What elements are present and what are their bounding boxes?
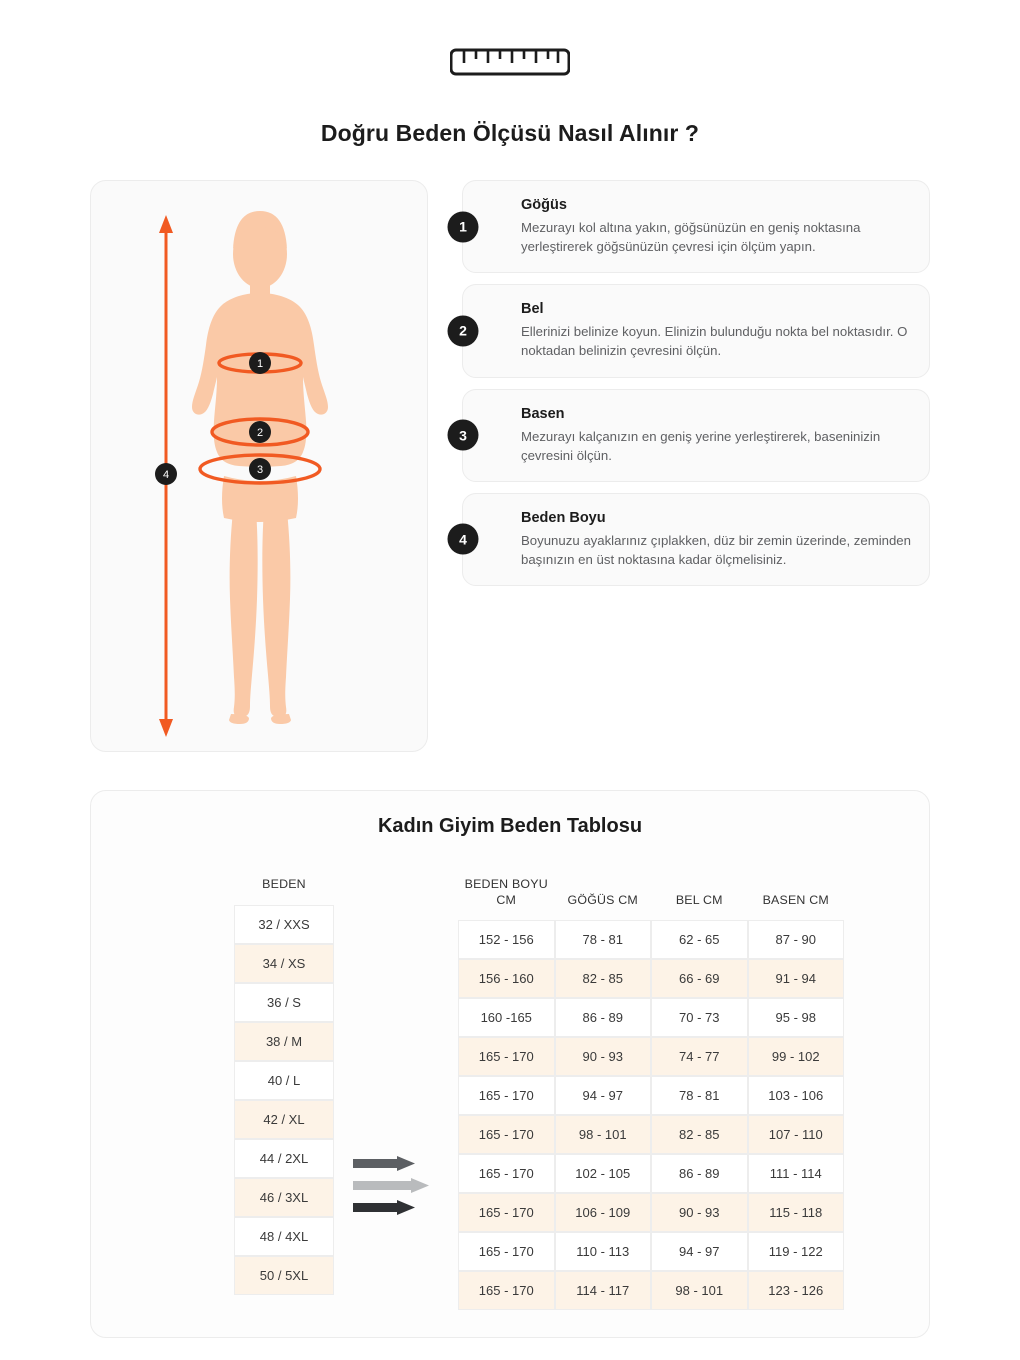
cell-bel: 82 - 85 <box>651 1115 748 1154</box>
cell-gogus: 110 - 113 <box>555 1232 652 1271</box>
table-row <box>234 944 334 983</box>
cell-bel: 90 - 93 <box>651 1193 748 1232</box>
table-row <box>458 1271 844 1310</box>
cell-basen: 107 - 110 <box>748 1115 845 1154</box>
ruler-icon-wrap <box>0 40 1020 84</box>
step-item-bel <box>459 284 930 377</box>
cell-bel: 62 - 65 <box>651 920 748 959</box>
step-text-3: Mezurayı kalçanızın en geniş yerine yerleştirerek, baseninizin çevresini ölçün. <box>521 428 881 463</box>
cell-bel: 66 - 69 <box>651 959 748 998</box>
female-body-silhouette <box>91 181 427 753</box>
step-badge-1: 1 <box>448 211 479 242</box>
cell-basen: 111 - 114 <box>748 1154 845 1193</box>
cell-beden-boyu: 165 - 170 <box>458 1193 555 1232</box>
cell-size: 36 / S <box>234 983 334 1022</box>
step-title-4: Beden Boyu <box>521 509 606 526</box>
step-title-2: Bel <box>521 301 544 318</box>
step-item-beden-boyu <box>459 493 930 586</box>
cell-size: 44 / 2XL <box>234 1139 334 1178</box>
svg-text:2: 2 <box>256 427 264 439</box>
table-row <box>458 1154 844 1193</box>
cell-basen: 87 - 90 <box>748 920 845 959</box>
table-row <box>234 1022 334 1061</box>
cell-gogus: 102 - 105 <box>555 1154 652 1193</box>
table-row <box>234 983 334 1022</box>
step-badge-3: 3 <box>448 420 479 451</box>
step-text-4: Boyunuzu ayaklarınız çıplakken, düz bir zemin üzerinde, zeminden başınızın en üst noktasına kadar ölçmelisiniz. <box>521 532 911 567</box>
cell-size: 34 / XS <box>234 944 334 983</box>
cell-size: 50 / 5XL <box>234 1256 334 1295</box>
cell-beden-boyu: 165 - 170 <box>458 1232 555 1271</box>
cell-gogus: 106 - 109 <box>555 1193 652 1232</box>
cell-size: 46 / 3XL <box>234 1178 334 1217</box>
cell-gogus: 94 - 97 <box>555 1076 652 1115</box>
svg-text:1: 1 <box>256 358 264 370</box>
table-row <box>458 1232 844 1271</box>
cell-basen: 91 - 94 <box>748 959 845 998</box>
step-item-basen <box>459 389 930 482</box>
step-text-2: Ellerinizi belinize koyun. Elinizin bulunduğu nokta bel noktasıdır. O noktadan belinizin çevresini ölçün. <box>521 324 908 359</box>
table-row <box>234 1178 334 1217</box>
cell-gogus: 114 - 117 <box>555 1271 652 1310</box>
table-row <box>458 1037 844 1076</box>
cell-beden-boyu: 156 - 160 <box>458 959 555 998</box>
size-table-card <box>90 790 930 1338</box>
cell-beden-boyu: 165 - 170 <box>458 1037 555 1076</box>
table-row <box>458 959 844 998</box>
ruler-icon <box>450 40 570 84</box>
cell-gogus: 90 - 93 <box>555 1037 652 1076</box>
table-row <box>234 1100 334 1139</box>
cell-beden-boyu: 165 - 170 <box>458 1076 555 1115</box>
cell-beden-boyu: 152 - 156 <box>458 920 555 959</box>
arrows-right-icon <box>353 1155 445 1219</box>
cell-gogus: 78 - 81 <box>555 920 652 959</box>
svg-text:4: 4 <box>162 469 170 481</box>
table-row <box>234 1061 334 1100</box>
cell-basen: 123 - 126 <box>748 1271 845 1310</box>
body-figure-card <box>90 180 428 752</box>
cell-bel: 94 - 97 <box>651 1232 748 1271</box>
col-header-bel: BEL CM <box>675 892 723 907</box>
size-values-table <box>458 873 844 1310</box>
table-header-row-left <box>234 873 334 905</box>
cell-beden-boyu: 165 - 170 <box>458 1271 555 1310</box>
table-row <box>234 905 334 944</box>
table-row <box>234 1217 334 1256</box>
cell-bel: 74 - 77 <box>651 1037 748 1076</box>
table-row <box>458 998 844 1037</box>
measurement-steps <box>459 180 930 597</box>
table-header-row-right <box>458 873 844 920</box>
step-title-1: Göğüs <box>521 197 567 213</box>
cell-basen: 99 - 102 <box>748 1037 845 1076</box>
cell-beden-boyu: 160 -165 <box>458 998 555 1037</box>
step-badge-2: 2 <box>448 315 479 346</box>
cell-basen: 119 - 122 <box>748 1232 845 1271</box>
step-title-3: Basen <box>521 405 565 422</box>
cell-basen: 95 - 98 <box>748 998 845 1037</box>
size-labels-table <box>234 873 334 1295</box>
cell-bel: 98 - 101 <box>651 1271 748 1310</box>
cell-gogus: 86 - 89 <box>555 998 652 1037</box>
table-row <box>458 1076 844 1115</box>
table-row <box>234 1256 334 1295</box>
page-title: Doğru Beden Ölçüsü Nasıl Alınır ? <box>320 120 700 146</box>
cell-size: 40 / L <box>234 1061 334 1100</box>
table-row <box>234 1139 334 1178</box>
table-row <box>458 1193 844 1232</box>
col-header-gogus: GÖĞÜS CM <box>567 892 638 907</box>
cell-basen: 115 - 118 <box>748 1193 845 1232</box>
cell-gogus: 98 - 101 <box>555 1115 652 1154</box>
cell-size: 38 / M <box>234 1022 334 1061</box>
size-table-title: Kadın Giyim Beden Tablosu <box>377 815 643 837</box>
cell-beden-boyu: 165 - 170 <box>458 1154 555 1193</box>
cell-bel: 70 - 73 <box>651 998 748 1037</box>
step-badge-4: 4 <box>448 524 479 555</box>
cell-beden-boyu: 165 - 170 <box>458 1115 555 1154</box>
col-header-beden-boyu: BEDEN BOYU CM <box>464 877 548 907</box>
cell-gogus: 82 - 85 <box>555 959 652 998</box>
cell-size: 42 / XL <box>234 1100 334 1139</box>
col-header-basen: BASEN CM <box>762 892 829 907</box>
cell-size: 48 / 4XL <box>234 1217 334 1256</box>
svg-text:3: 3 <box>256 464 264 476</box>
arrow-1 <box>353 1155 445 1219</box>
step-text-1: Mezurayı kol altına yakın, göğsünüzün en geniş noktasına yerleştirerek göğsünüzün çevresi için ölçüm yapın. <box>521 220 861 255</box>
cell-size: 32 / XXS <box>234 905 334 944</box>
step-item-gogus <box>459 180 930 273</box>
table-row <box>458 920 844 959</box>
cell-bel: 86 - 89 <box>651 1154 748 1193</box>
cell-bel: 78 - 81 <box>651 1076 748 1115</box>
col-header-beden: BEDEN <box>262 877 306 891</box>
cell-basen: 103 - 106 <box>748 1076 845 1115</box>
table-row <box>458 1115 844 1154</box>
